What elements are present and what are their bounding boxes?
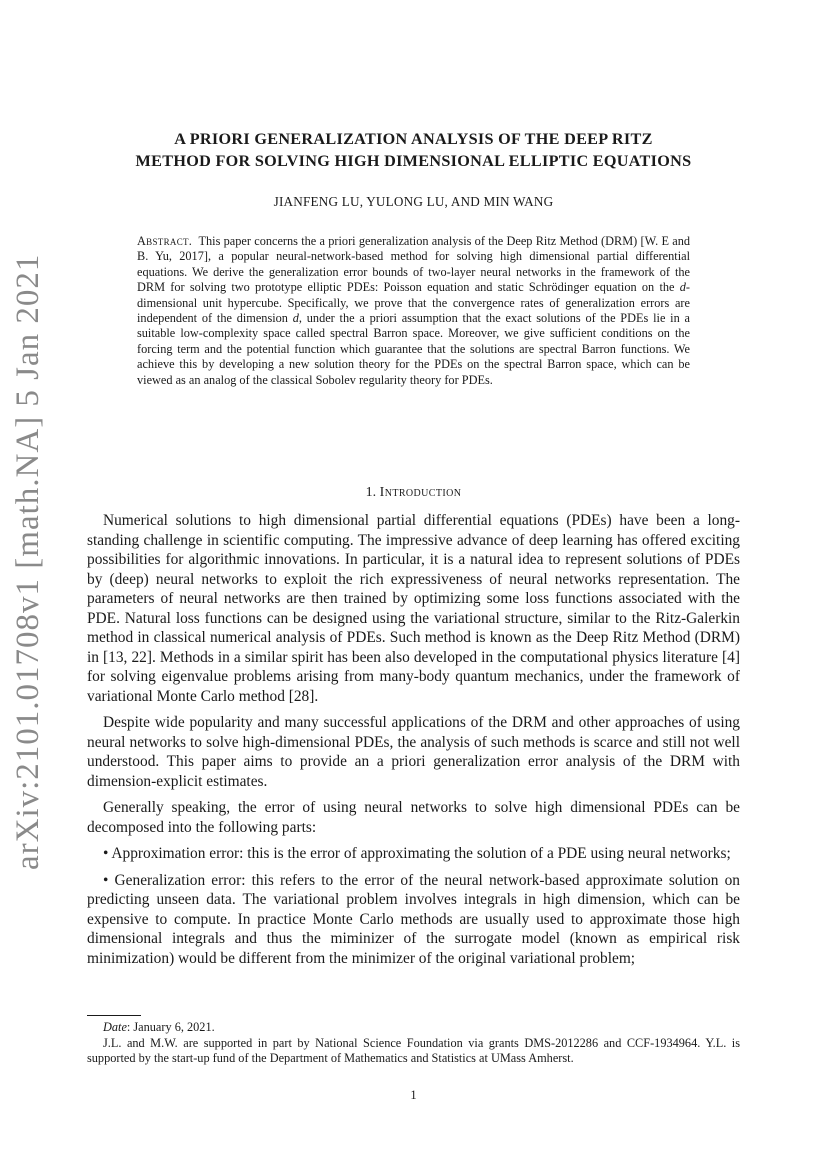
title-line-2: METHOD FOR SOLVING HIGH DIMENSIONAL ELLIPTIC EQUATIONS: [135, 152, 692, 170]
author-list: JIANFENG LU, YULONG LU, AND MIN WANG: [273, 194, 554, 209]
paragraph-1: Numerical solutions to high dimensional partial differential equations (PDEs) have been a long-standing challenge in scientific computing. The impressive advance of deep learning has offered exciting possibilities for algorithmic innovations. In particular, it is a natural idea to represent solutions of PDEs by (deep) neural networks to exploit the rich expressiveness of neural networks representation. The parameters of neural networks are then trained by optimizing some loss functions associated with the PDE. Natural loss functions can be designed using the variational structure, similar to the Ritz-Galerkin method in classical numerical analysis of PDEs. Such method is known as the Deep Ritz Method (DRM) in [13, 22]. Methods in a similar spirit has been also developed in the computational physics literature [4] for solving eigenvalue problems arising from many-body quantum mechanics, under the framework of variational Monte Carlo method [28].: [87, 512, 740, 705]
footnote-divider: [87, 1015, 141, 1016]
date-value: : January 6, 2021.: [126, 1020, 215, 1034]
abstract-math-d-2: d: [292, 311, 299, 326]
paragraph-2: Despite wide popularity and many successful applications of the DRM and other approaches of using neural networks to solve high-dimensional PDEs, the analysis of such methods is scarce and still not well understood. This paper aims to provide an a priori generalization error analysis of the DRM with dimension-explicit estimates.: [87, 714, 740, 790]
abstract-math-d: d: [679, 280, 686, 295]
abstract: [137, 234, 690, 388]
footnotes: [87, 1020, 740, 1067]
arxiv-identifier-stamp: arXiv:2101.01708v1 [math.NA] 5 Jan 2021: [10, 253, 46, 870]
section-number: 1.: [365, 485, 377, 500]
body-text: [87, 511, 740, 975]
date-label: Date: [103, 1020, 127, 1034]
abstract-label: Abstract.: [137, 234, 193, 248]
abstract-text-a: This paper concerns the a priori generalization analysis of the Deep Ritz Method (DRM) [W. E and B. Yu, 2017], a popular neural-network-based method for solving high dimensional partial differential equations. We derive the generalization error bounds of two-layer neural networks in the framework of the DRM for solving two prototype elliptic PDEs: Poisson equation and static Schrödinger equation on the: [137, 234, 690, 295]
page-number: 1: [410, 1088, 417, 1102]
abstract-text-b: -dimensional unit hypercube. Specifically, we prove that the convergence rates of generalization errors are independent of the dimension: [137, 280, 690, 326]
section-heading-introduction: [80, 485, 747, 501]
footnote-date: [87, 1020, 740, 1036]
section-title: Introduction: [379, 485, 462, 500]
footnote-funding: J.L. and M.W. are supported in part by National Science Foundation via grants DMS-2012286 and CCF-1934964. Y.L. is supported by the start-up fund of the Department of Mathematics and Statistics at UMass Amherst.: [87, 1035, 740, 1066]
abstract-text-c: , under the a priori assumption that the exact solutions of the PDEs lie in a suitable low-complexity space called spectral Barron space. Moreover, we give sufficient conditions on the forcing term and the potential function which guarantee that the solutions are spectral Barron functions. We achieve this by developing a new solution theory for the PDEs on the spectral Barron space, which can be viewed as an analog of the classical Sobolev regularity theory for PDEs.: [137, 311, 690, 387]
paper-title: [80, 128, 747, 172]
paragraph-3: Generally speaking, the error of using neural networks to solve high dimensional PDEs can be decomposed into the following parts:: [87, 799, 740, 836]
title-line-1: A PRIORI GENERALIZATION ANALYSIS OF THE DEEP RITZ: [174, 130, 653, 148]
bullet-generalization-error: • Generalization error: this refers to the error of the neural network-based approximate solution on predicting unseen data. The variational problem involves integrals in high dimension, which can be expensive to compute. In practice Monte Carlo methods are usually used to approximate those high dimensional integrals and thus the miminizer of the surrogate model (known as empirical risk minimization) would be different from the minimizer of the original variational problem;: [87, 871, 740, 967]
bullet-approximation-error: • Approximation error: this is the error of approximating the solution of a PDE using neural networks;: [103, 845, 731, 862]
